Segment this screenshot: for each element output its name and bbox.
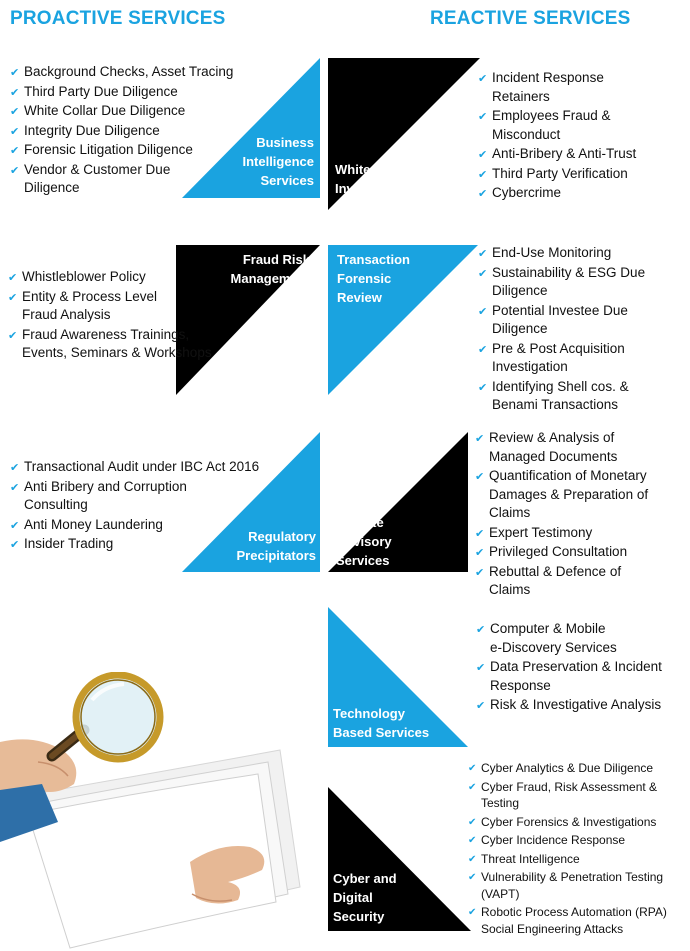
list-item xyxy=(10,535,280,554)
list-item-text: Incident Response Retainers xyxy=(492,70,604,104)
check-icon: ✔ xyxy=(476,700,486,712)
list-item-text: Cyber Fraud, Risk Assessment & Testing xyxy=(481,779,658,810)
list-item xyxy=(8,288,233,325)
list-item xyxy=(468,779,686,812)
list-item xyxy=(478,244,678,263)
check-icon: ✔ xyxy=(8,291,18,304)
list-item-text: Data Preservation & Incident Response xyxy=(490,659,662,693)
check-icon: ✔ xyxy=(8,272,18,284)
list-item-text: Fraud Awareness Trainings, Events, Seminars & Workshops xyxy=(22,326,212,360)
list-item xyxy=(478,145,678,164)
list-item xyxy=(478,378,678,415)
list-item xyxy=(476,696,681,715)
proactive-services-heading: PROACTIVE SERVICES xyxy=(10,8,226,29)
list-item-text: Cyber Forensics & Investigations xyxy=(481,814,657,829)
check-icon: ✔ xyxy=(10,67,20,79)
list-item-text: Risk & Investigative Analysis xyxy=(490,697,662,712)
fraud-risk-label: Fraud Risk Management xyxy=(230,252,310,286)
list-item xyxy=(475,543,675,562)
check-icon: ✔ xyxy=(475,471,485,483)
transaction-forensic-label: Transaction Forensic Review xyxy=(337,252,410,305)
check-icon: ✔ xyxy=(10,481,20,494)
list-item-text: Review & Analysis of Managed Documents xyxy=(489,430,618,464)
check-icon: ✔ xyxy=(478,111,488,123)
list-item xyxy=(478,165,678,184)
list-item xyxy=(10,516,280,535)
regulatory-list xyxy=(10,458,280,555)
list-item-text: Rebuttal & Defence of Claims xyxy=(489,563,622,597)
list-item-text: Anti Bribery and Corruption Consulting xyxy=(24,478,187,512)
list-item-text: End-Use Monitoring xyxy=(492,245,612,260)
list-item-text: Computer & Mobile e-Discovery Services xyxy=(490,621,617,655)
list-item-text: Quantification of Monetary Damages & Preparation of Claims xyxy=(489,468,649,520)
check-icon: ✔ xyxy=(478,381,488,394)
business-intelligence-list xyxy=(10,63,250,199)
list-item xyxy=(10,161,250,198)
list-item-text: Expert Testimony xyxy=(489,524,593,540)
check-icon: ✔ xyxy=(478,168,488,181)
check-icon: ✔ xyxy=(478,188,488,200)
list-item xyxy=(10,458,280,477)
list-item-text: White Collar Due Diligence xyxy=(24,103,186,118)
check-icon: ✔ xyxy=(475,547,485,559)
check-icon: ✔ xyxy=(8,329,18,342)
list-item-text: Privileged Consultation xyxy=(489,544,628,559)
list-item-text: Third Party Due Diligence xyxy=(24,83,178,99)
business-intelligence-label: Business Intelligence Services xyxy=(242,135,314,188)
check-icon: ✔ xyxy=(10,145,20,157)
list-item xyxy=(10,102,250,121)
dispute-advisory-list xyxy=(475,429,675,601)
list-item xyxy=(10,122,250,141)
list-item-text: Anti-Bribery & Anti-Trust xyxy=(492,146,637,161)
list-item xyxy=(10,141,250,160)
check-icon: ✔ xyxy=(10,539,20,551)
check-icon: ✔ xyxy=(475,527,485,540)
list-item xyxy=(468,760,686,777)
cyber-label: Cyber and Digital Security xyxy=(333,871,397,924)
list-item-text: Potential Investee Due Diligence xyxy=(492,302,628,336)
fraud-risk-list xyxy=(8,268,233,364)
list-item-text: Sustainability & ESG Due Diligence xyxy=(492,264,646,298)
list-item-text: Insider Trading xyxy=(24,536,114,551)
check-icon: ✔ xyxy=(478,73,488,85)
check-icon: ✔ xyxy=(478,343,488,356)
check-icon: ✔ xyxy=(468,872,477,883)
check-icon: ✔ xyxy=(10,462,20,474)
list-item-text: Cyber Incidence Response xyxy=(481,833,626,847)
check-icon: ✔ xyxy=(10,106,20,118)
check-icon: ✔ xyxy=(468,816,477,828)
list-item-text: Identifying Shell cos. & Benami Transactions xyxy=(492,378,629,412)
check-icon: ✔ xyxy=(475,566,485,579)
list-item-text: Whistleblower Policy xyxy=(22,269,146,284)
check-icon: ✔ xyxy=(468,763,477,774)
list-item-text: Cyber Analytics & Due Diligence xyxy=(481,761,654,775)
check-icon: ✔ xyxy=(10,125,20,138)
list-item-text: Transactional Audit under IBC Act 2016 xyxy=(24,459,260,474)
list-item-text: Anti Money Laundering xyxy=(24,516,163,532)
list-item-text: Third Party Verification xyxy=(492,165,628,181)
list-item xyxy=(10,63,250,82)
dispute-advisory-label: Dispute Advisory Services xyxy=(336,515,392,568)
check-icon: ✔ xyxy=(476,624,486,636)
list-item-text: Background Checks, Asset Tracing xyxy=(24,64,234,79)
list-item xyxy=(478,184,678,203)
check-icon: ✔ xyxy=(468,835,477,846)
regulatory-label: Regulatory Precipitators xyxy=(236,529,316,563)
check-icon: ✔ xyxy=(478,248,488,260)
magnifying-glass-document-icon xyxy=(0,672,320,951)
white-collar-list xyxy=(478,69,678,204)
list-item xyxy=(476,620,681,657)
list-item xyxy=(478,302,678,339)
list-item xyxy=(475,429,675,466)
list-item xyxy=(468,832,686,849)
list-item xyxy=(468,851,686,868)
list-item xyxy=(468,814,686,831)
list-item-text: Vendor & Customer Due Diligence xyxy=(24,161,171,195)
list-item xyxy=(476,658,681,695)
technology-label: Technology Based Services xyxy=(333,706,430,740)
cyber-list xyxy=(468,760,686,939)
check-icon: ✔ xyxy=(10,86,20,99)
check-icon: ✔ xyxy=(476,662,486,674)
list-item xyxy=(475,524,675,543)
list-item xyxy=(475,563,675,600)
check-icon: ✔ xyxy=(468,781,477,793)
list-item-text: Employees Fraud & Misconduct xyxy=(492,108,611,142)
check-icon: ✔ xyxy=(475,433,485,445)
list-item xyxy=(478,264,678,301)
list-item-text: Cybercrime xyxy=(492,185,562,200)
list-item-text: Vulnerability & Penetration Testing (VAPT) xyxy=(481,870,664,901)
list-item xyxy=(478,107,678,144)
list-item xyxy=(468,904,686,937)
check-icon: ✔ xyxy=(468,907,477,918)
list-item-text: Integrity Due Diligence xyxy=(24,122,160,138)
list-item-text: Forensic Litigation Diligence xyxy=(24,142,193,157)
check-icon: ✔ xyxy=(10,164,20,177)
list-item-text: Threat Intelligence xyxy=(481,851,580,866)
check-icon: ✔ xyxy=(478,267,488,280)
check-icon: ✔ xyxy=(468,853,477,865)
list-item xyxy=(478,340,678,377)
list-item xyxy=(10,83,250,102)
technology-list xyxy=(476,620,681,716)
list-item xyxy=(10,478,280,515)
transaction-forensic-list xyxy=(478,244,678,416)
list-item-text: Entity & Process Level Fraud Analysis xyxy=(22,288,158,322)
list-item xyxy=(8,268,233,287)
reactive-services-heading: REACTIVE SERVICES xyxy=(430,8,631,29)
list-item xyxy=(468,869,686,902)
list-item-text: Robotic Process Automation (RPA) Social Engineering Attacks xyxy=(481,905,667,936)
list-item xyxy=(475,467,675,523)
check-icon: ✔ xyxy=(478,305,488,318)
list-item xyxy=(478,69,678,106)
list-item-text: Pre & Post Acquisition Investigation xyxy=(492,340,625,374)
list-item xyxy=(8,326,233,363)
check-icon: ✔ xyxy=(10,519,20,532)
white-collar-label: White Collar Investigations xyxy=(335,162,423,196)
check-icon: ✔ xyxy=(478,149,488,161)
